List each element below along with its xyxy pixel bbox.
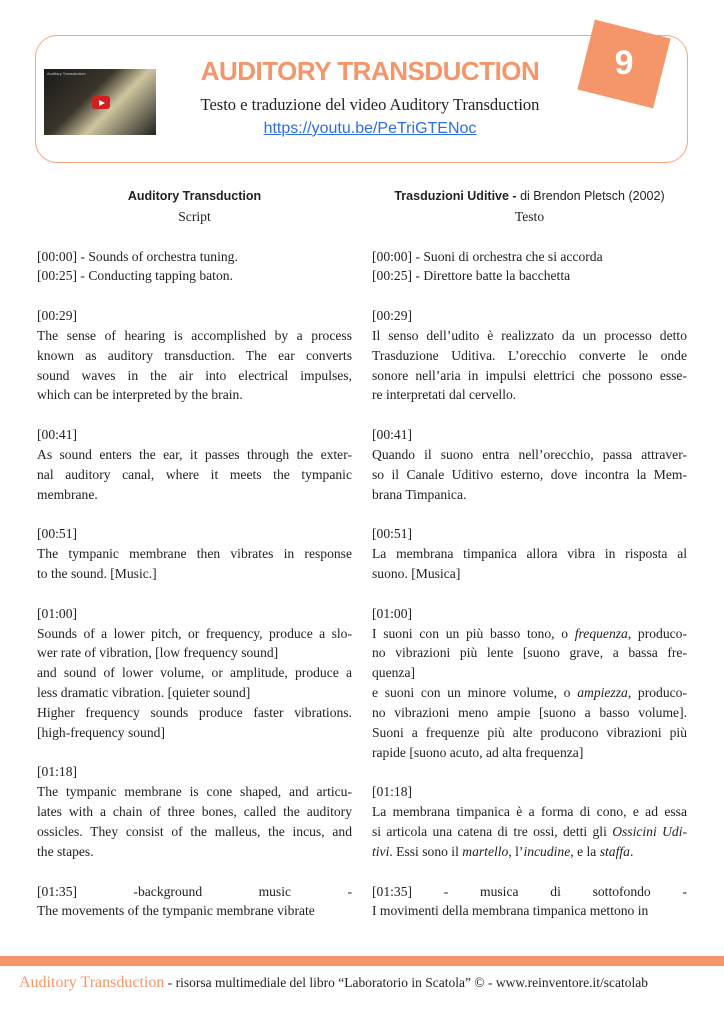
transcript-line: tivi. Essi sono il martello, l’incudine, e la staffa.: [372, 843, 634, 859]
transcript-line: si articola una catena di tre ossi, detti gli Ossicini Udi-: [372, 824, 688, 839]
transcript-line: Il senso dell’udito è realizzato da un processo detto: [372, 327, 687, 343]
transcript-line: so il Canale Uditivo esterno, dove incontra la Mem-: [372, 466, 687, 482]
transcript-line: The tympanic membrane is cone shaped, and articu-: [37, 784, 352, 800]
transcript-line: suono. [Musica]: [372, 566, 461, 582]
transcript-line: [00:25] - Conducting tapping baton.: [37, 268, 233, 284]
transcript-line: As sound enters the ear, it passes through the exter-: [37, 446, 352, 462]
transcript-line: wer rate of vibration, [low frequency sound]: [37, 645, 279, 661]
transcript-block: [372, 524, 687, 584]
transcript-line: Suoni a frequenze più alte producono vibrazioni più: [372, 724, 687, 740]
transcript-line: I movimenti della membrana timpanica mettono in: [372, 903, 649, 919]
transcript-block: [37, 425, 352, 504]
transcript-line: Sounds of a lower pitch, or frequency, produce a slo-: [37, 625, 352, 641]
transcript-line: rapide [suono acuto, ad alta frequenza]: [372, 744, 584, 760]
footer-text: - risorsa multimediale del libro “Laboratorio in Scatola” © - www.reinventore.it/scatolab: [164, 975, 648, 990]
transcript-line: which can be interpreted by the brain.: [37, 387, 243, 403]
transcript-line: [01:35] -background music -: [37, 883, 352, 899]
footer: [19, 974, 648, 992]
transcript-line: [00:51]: [372, 526, 413, 542]
transcript-line: [high-frequency sound]: [37, 724, 165, 740]
transcript-line: ossicles. They consist of the malleus, the incus, and: [37, 824, 352, 839]
transcript-line: [00:29]: [372, 308, 413, 324]
transcript-line: Quando il suono entra nell’orecchio, passa attraver-: [372, 446, 687, 462]
transcript-block: [372, 604, 687, 763]
transcript-line: The movements of the tympanic membrane vibrate: [37, 903, 315, 919]
column-heading: Auditory Transduction: [127, 189, 262, 203]
transcript-line: La membrana timpanica allora vibra in risposta al: [372, 546, 687, 562]
english-column: [37, 186, 352, 921]
transcript-line: quenza]: [372, 665, 416, 681]
column-heading-note: di Brendon Pletsch (2002): [516, 189, 665, 203]
transcript-line: [00:41]: [37, 427, 78, 443]
transcript-line: re interpretati dal cervello.: [372, 387, 517, 403]
transcript-line: [00:29]: [37, 308, 78, 324]
transcript-line: Trasduzione Uditiva. L’orecchio converte le onde: [372, 347, 687, 363]
chapter-number: 9: [614, 44, 634, 83]
transcript-line: [00:00] - Suoni di orchestra che si accorda: [372, 248, 603, 264]
transcript-line: sound waves in the air into electrical impulses,: [37, 367, 352, 383]
column-heading: Trasduzioni Uditive -: [394, 189, 517, 203]
transcript-block: [37, 882, 352, 922]
play-icon[interactable]: [92, 96, 110, 109]
column-subheading: Testo: [514, 208, 545, 224]
column-subheading: Script: [178, 208, 211, 224]
transcript-line: sonore nell’aria in impulsi elettrici che possono esse-: [372, 367, 687, 383]
transcript-line: La membrana timpanica è a forma di cono, e ad essa: [372, 804, 687, 820]
transcript-line: e suoni con un minore volume, o ampiezza, produco-: [372, 685, 687, 701]
footer-source: Auditory Transduction: [19, 974, 165, 991]
transcript-block: [37, 604, 352, 743]
transcript-line: [00:41]: [372, 427, 413, 443]
video-thumbnail[interactable]: [44, 69, 156, 135]
transcript-line: less dramatic vibration. [quieter sound]: [37, 685, 251, 701]
transcript-line: The sense of hearing is accomplished by a process: [37, 327, 352, 343]
video-link[interactable]: https://youtu.be/PeTriGTENoc: [263, 120, 477, 137]
transcript-line: [00:00] - Sounds of orchestra tuning.: [37, 248, 238, 264]
transcript-block: [37, 247, 352, 287]
transcript-block: [37, 306, 352, 405]
thumbnail-title: Auditory Transduction: [47, 71, 86, 76]
page-title: AUDITORY TRANSDUCTION: [200, 56, 540, 86]
transcript-line: no vibrazioni meno ampie [suono a basso volume].: [372, 704, 687, 720]
transcript-line: [01:00]: [372, 605, 413, 621]
transcript-block: [372, 425, 687, 504]
transcript-line: [00:51]: [37, 526, 78, 542]
transcript-line: lates with a chain of three bones, called the auditory: [37, 804, 352, 820]
transcript-line: [01:18]: [37, 764, 78, 780]
transcript-line: no vibrazioni più lente [suono grave, a bassa fre-: [372, 645, 687, 661]
transcript-line: known as auditory transduction. The ear converts: [37, 347, 352, 363]
transcript-block: [37, 762, 352, 861]
transcript-line: [00:25] - Direttore batte la bacchetta: [372, 268, 571, 284]
transcript-line: The tympanic membrane then vibrates in response: [37, 546, 352, 562]
transcript-line: I suoni con un più basso tono, o frequenza, produco-: [372, 625, 687, 641]
transcript-line: and sound of lower volume, or amplitude, produce a: [37, 665, 352, 681]
transcript-line: to the sound. [Music.]: [37, 566, 157, 582]
transcript-block: [37, 524, 352, 584]
transcript-block: [372, 882, 687, 922]
transcript-line: brana Timpanica.: [372, 486, 467, 502]
transcript-line: the stapes.: [37, 843, 94, 859]
transcript-block: [372, 247, 687, 287]
transcript-line: [01:00]: [37, 605, 78, 621]
page-subtitle: Testo e traduzione del video Auditory Transduction: [200, 95, 540, 114]
transcript-line: Higher frequency sounds produce faster vibrations.: [37, 704, 352, 720]
transcript-block: [372, 306, 687, 405]
transcript-block: [372, 782, 687, 861]
transcript-line: [01:35] - musica di sottofondo -: [372, 883, 687, 899]
transcript-line: nal auditory canal, where it meets the tympanic: [37, 466, 352, 482]
transcript-line: [01:18]: [372, 784, 413, 800]
footer-bar: [0, 956, 724, 966]
italian-column: [372, 186, 687, 921]
transcript-line: membrane.: [37, 486, 98, 502]
